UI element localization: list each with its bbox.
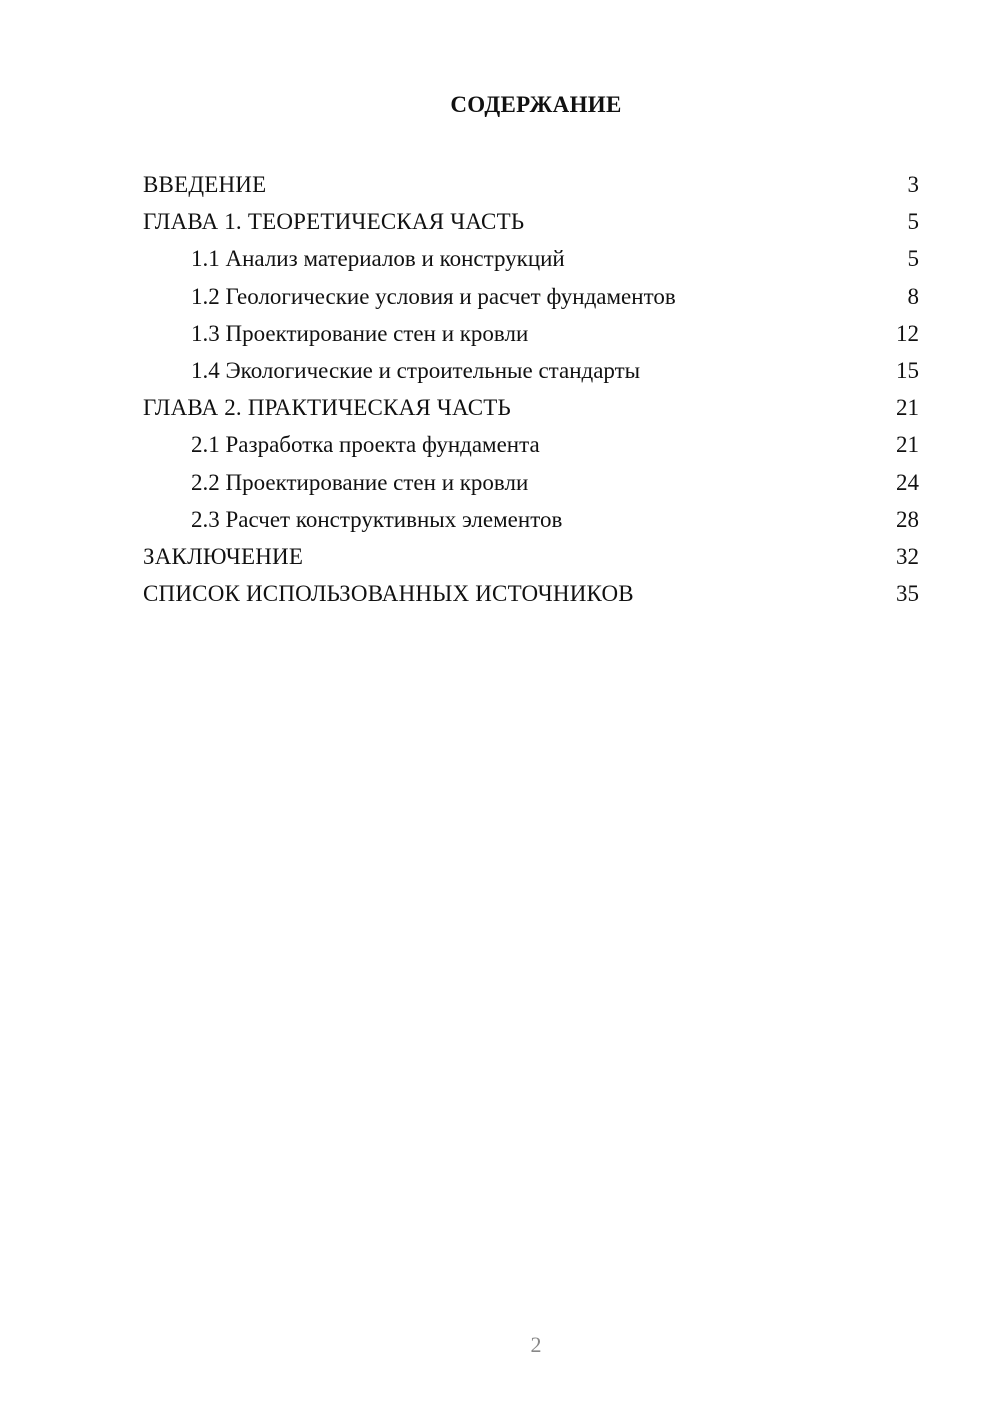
toc-entry-section-2-3[interactable]	[143, 501, 919, 538]
toc-entry-chapter-2[interactable]	[143, 389, 919, 426]
toc-entry-introduction[interactable]	[143, 166, 919, 203]
toc-entry-label: 1.4 Экологические и строительные стандарты	[191, 357, 641, 383]
toc-entry-page: 5	[907, 246, 919, 272]
toc-entry-page: 15	[896, 357, 919, 383]
toc-entry-conclusion[interactable]	[143, 538, 919, 575]
toc-entry-page: 8	[907, 283, 919, 309]
toc-entry-section-2-1[interactable]	[143, 426, 919, 463]
toc-entry-label: 2.3 Расчет конструктивных элементов	[191, 506, 563, 532]
toc-entry-page: 3	[907, 172, 919, 197]
toc-entry-section-1-2[interactable]	[143, 278, 919, 315]
toc-entry-label: СПИСОК ИСПОЛЬЗОВАННЫХ ИСТОЧНИКОВ	[143, 581, 634, 607]
toc-entry-label: 1.3 Проектирование стен и кровли	[191, 320, 529, 346]
toc-entry-section-1-3[interactable]	[143, 315, 919, 352]
toc-entry-label: ВВЕДЕНИЕ	[143, 172, 267, 197]
toc-entry-chapter-1[interactable]	[143, 203, 919, 240]
toc-entry-section-1-1[interactable]	[143, 240, 919, 277]
toc-entry-label: 2.1 Разработка проекта фундамента	[191, 432, 540, 458]
toc-entry-page: 28	[896, 506, 919, 532]
toc-entry-label: ЗАКЛЮЧЕНИЕ	[143, 543, 304, 569]
toc-entry-page: 21	[896, 432, 919, 458]
toc-entry-references[interactable]	[143, 575, 919, 612]
toc-entry-page: 12	[896, 320, 919, 346]
table-of-contents	[143, 166, 919, 612]
toc-entry-page: 35	[896, 581, 919, 607]
toc-entry-page: 32	[896, 543, 919, 569]
toc-entry-section-2-2[interactable]	[143, 464, 919, 501]
toc-entry-page: 21	[896, 395, 919, 421]
page-title: СОДЕРЖАНИЕ	[450, 92, 622, 117]
toc-entry-page: 5	[907, 209, 919, 235]
toc-entry-label: ГЛАВА 1. ТЕОРЕТИЧЕСКАЯ ЧАСТЬ	[143, 209, 525, 235]
toc-entry-label: 1.2 Геологические условия и расчет фундаментов	[191, 283, 676, 309]
page-number: 2	[530, 1332, 542, 1357]
toc-entry-label: ГЛАВА 2. ПРАКТИЧЕСКАЯ ЧАСТЬ	[143, 395, 511, 421]
toc-entry-label: 2.2 Проектирование стен и кровли	[191, 469, 529, 495]
toc-entry-section-1-4[interactable]	[143, 352, 919, 389]
toc-entry-label: 1.1 Анализ материалов и конструкций	[191, 246, 565, 272]
toc-entry-page: 24	[896, 469, 919, 495]
